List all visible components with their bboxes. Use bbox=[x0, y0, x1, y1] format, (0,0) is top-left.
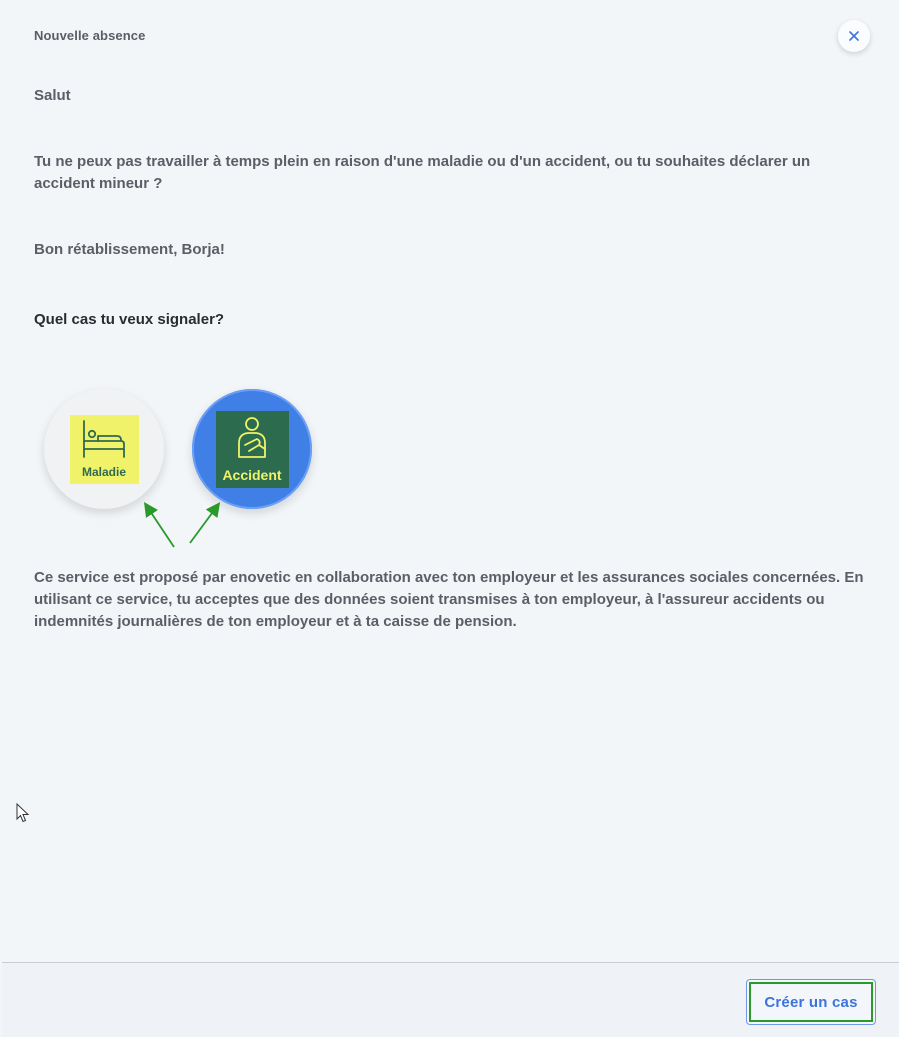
injured-person-icon bbox=[235, 415, 269, 459]
create-case-button[interactable] bbox=[746, 979, 876, 1025]
option-accident[interactable] bbox=[192, 389, 312, 509]
option-maladie[interactable] bbox=[44, 389, 164, 509]
greeting-text: Salut bbox=[34, 87, 71, 104]
option-accident-label: Accident bbox=[222, 466, 282, 483]
option-maladie-tile bbox=[70, 415, 139, 484]
case-prompt-heading: Quel cas tu veux signaler? bbox=[34, 311, 225, 328]
option-accident-tile bbox=[216, 411, 289, 488]
option-maladie-label: Maladie bbox=[81, 464, 126, 479]
intro-question-text: Tu ne peux pas travailler à temps plein en raison d'une maladie ou d'un accident, ou tu souhaites déclarer un accident mineur ? bbox=[34, 153, 811, 192]
close-button[interactable] bbox=[838, 20, 870, 52]
annotation-arrows bbox=[132, 495, 232, 555]
close-icon bbox=[848, 30, 860, 42]
disclaimer-text: Ce service est proposé par enovetic en collaboration avec ton employeur et les assurances sociales concernées. En utilisant ce service, tu acceptes que des données soient transmises à ton employeur, à l'assureur accidents ou indemnités journalières de ton employeur et à ta caisse de pension. bbox=[34, 569, 864, 630]
create-case-button-label: Créer un cas bbox=[749, 982, 873, 1022]
wish-text: Bon rétablissement, Borja! bbox=[34, 241, 225, 258]
bed-icon bbox=[81, 419, 127, 459]
new-absence-dialog bbox=[2, 0, 899, 1036]
dialog-footer bbox=[2, 962, 899, 1037]
dialog-title: Nouvelle absence bbox=[34, 28, 146, 43]
mouse-cursor-icon bbox=[16, 803, 30, 823]
